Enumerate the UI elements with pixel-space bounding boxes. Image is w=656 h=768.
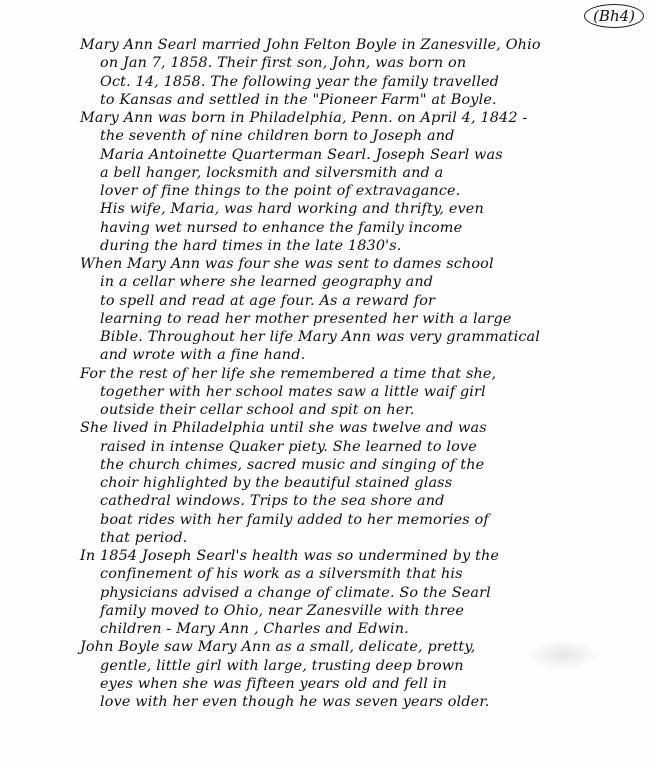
text-line: on Jan 7, 1858. Their first son, John, was born on <box>100 55 467 72</box>
text-line: His wife, Maria, was hard working and thrifty, even <box>100 201 484 218</box>
text-line: children - Mary Ann , Charles and Edwin. <box>100 621 409 637</box>
text-line: John Boyle saw Mary Ann as a small, delicate, pretty, <box>80 639 476 656</box>
text-line: to Kansas and settled in the "Pioneer Farm" at Boyle. <box>100 91 497 108</box>
text-line: For the rest of her life she remembered a time that she, <box>80 365 497 382</box>
paragraph <box>80 547 626 638</box>
paragraph <box>80 365 626 420</box>
text-line: Oct. 14, 1858. The following year the family travelled <box>100 73 500 90</box>
text-line: eyes when she was fifteen years old and fell in <box>100 675 447 692</box>
text-line: the church chimes, sacred music and singing of the <box>100 456 485 473</box>
text-line: choir highlighted by the beautiful stained glass <box>100 475 453 491</box>
text-line: in a cellar where she learned geography and <box>100 274 434 291</box>
text-line: love with her even though he was seven years older. <box>100 694 490 710</box>
handwritten-text <box>80 36 626 711</box>
text-line: boat rides with her family added to her memories of <box>100 511 489 528</box>
text-line: learning to read her mother presented her with a large <box>100 310 512 327</box>
text-line: physicians advised a change of climate. So the Searl <box>100 584 491 601</box>
text-line: raised in intense Quaker piety. She learned to love <box>100 438 477 455</box>
paragraph <box>80 36 626 109</box>
text-line: during the hard times in the late 1830's. <box>100 237 402 254</box>
text-line: Maria Antoinette Quarterman Searl. Joseph Searl was <box>100 146 503 163</box>
text-line: the seventh of nine children born to Joseph and <box>100 128 455 145</box>
text-line: and wrote with a fine hand. <box>100 347 306 364</box>
text-line: family moved to Ohio, near Zanesville with three <box>100 602 465 619</box>
text-line: together with her school mates saw a little waif girl <box>100 383 486 400</box>
text-line: In 1854 Joseph Searl's health was so undermined by the <box>80 548 500 564</box>
text-line: a bell hanger, locksmith and silversmith and a <box>100 164 444 181</box>
text-line: Mary Ann was born in Philadelphia, Penn. on April 4, 1842 - <box>80 110 528 126</box>
text-line: She lived in Philadelphia until she was twelve and was <box>80 420 487 437</box>
text-line: lover of fine things to the point of extravagance. <box>100 183 461 199</box>
ink-smudge <box>528 640 598 670</box>
paragraph <box>80 109 626 255</box>
text-line: When Mary Ann was four she was sent to dames school <box>80 256 494 272</box>
paragraph <box>80 255 626 365</box>
text-line: Bible. Throughout her life Mary Ann was very grammatical <box>100 329 541 345</box>
text-line: confinement of his work as a silversmith that his <box>100 566 463 583</box>
text-line: gentle, little girl with large, trusting deep brown <box>100 657 464 674</box>
text-line: having wet nursed to enhance the family income <box>100 219 463 236</box>
text-line: that period. <box>100 529 188 546</box>
text-line: outside their cellar school and spit on her. <box>100 402 415 418</box>
text-line: to spell and read at age four. As a reward for <box>100 292 436 309</box>
text-line: cathedral windows. Trips to the sea shore and <box>100 493 445 510</box>
paragraph <box>80 419 626 547</box>
page-code-label: (Bh4) <box>584 4 644 28</box>
text-line: Mary Ann Searl married John Felton Boyle in Zanesville, Ohio <box>80 37 541 53</box>
